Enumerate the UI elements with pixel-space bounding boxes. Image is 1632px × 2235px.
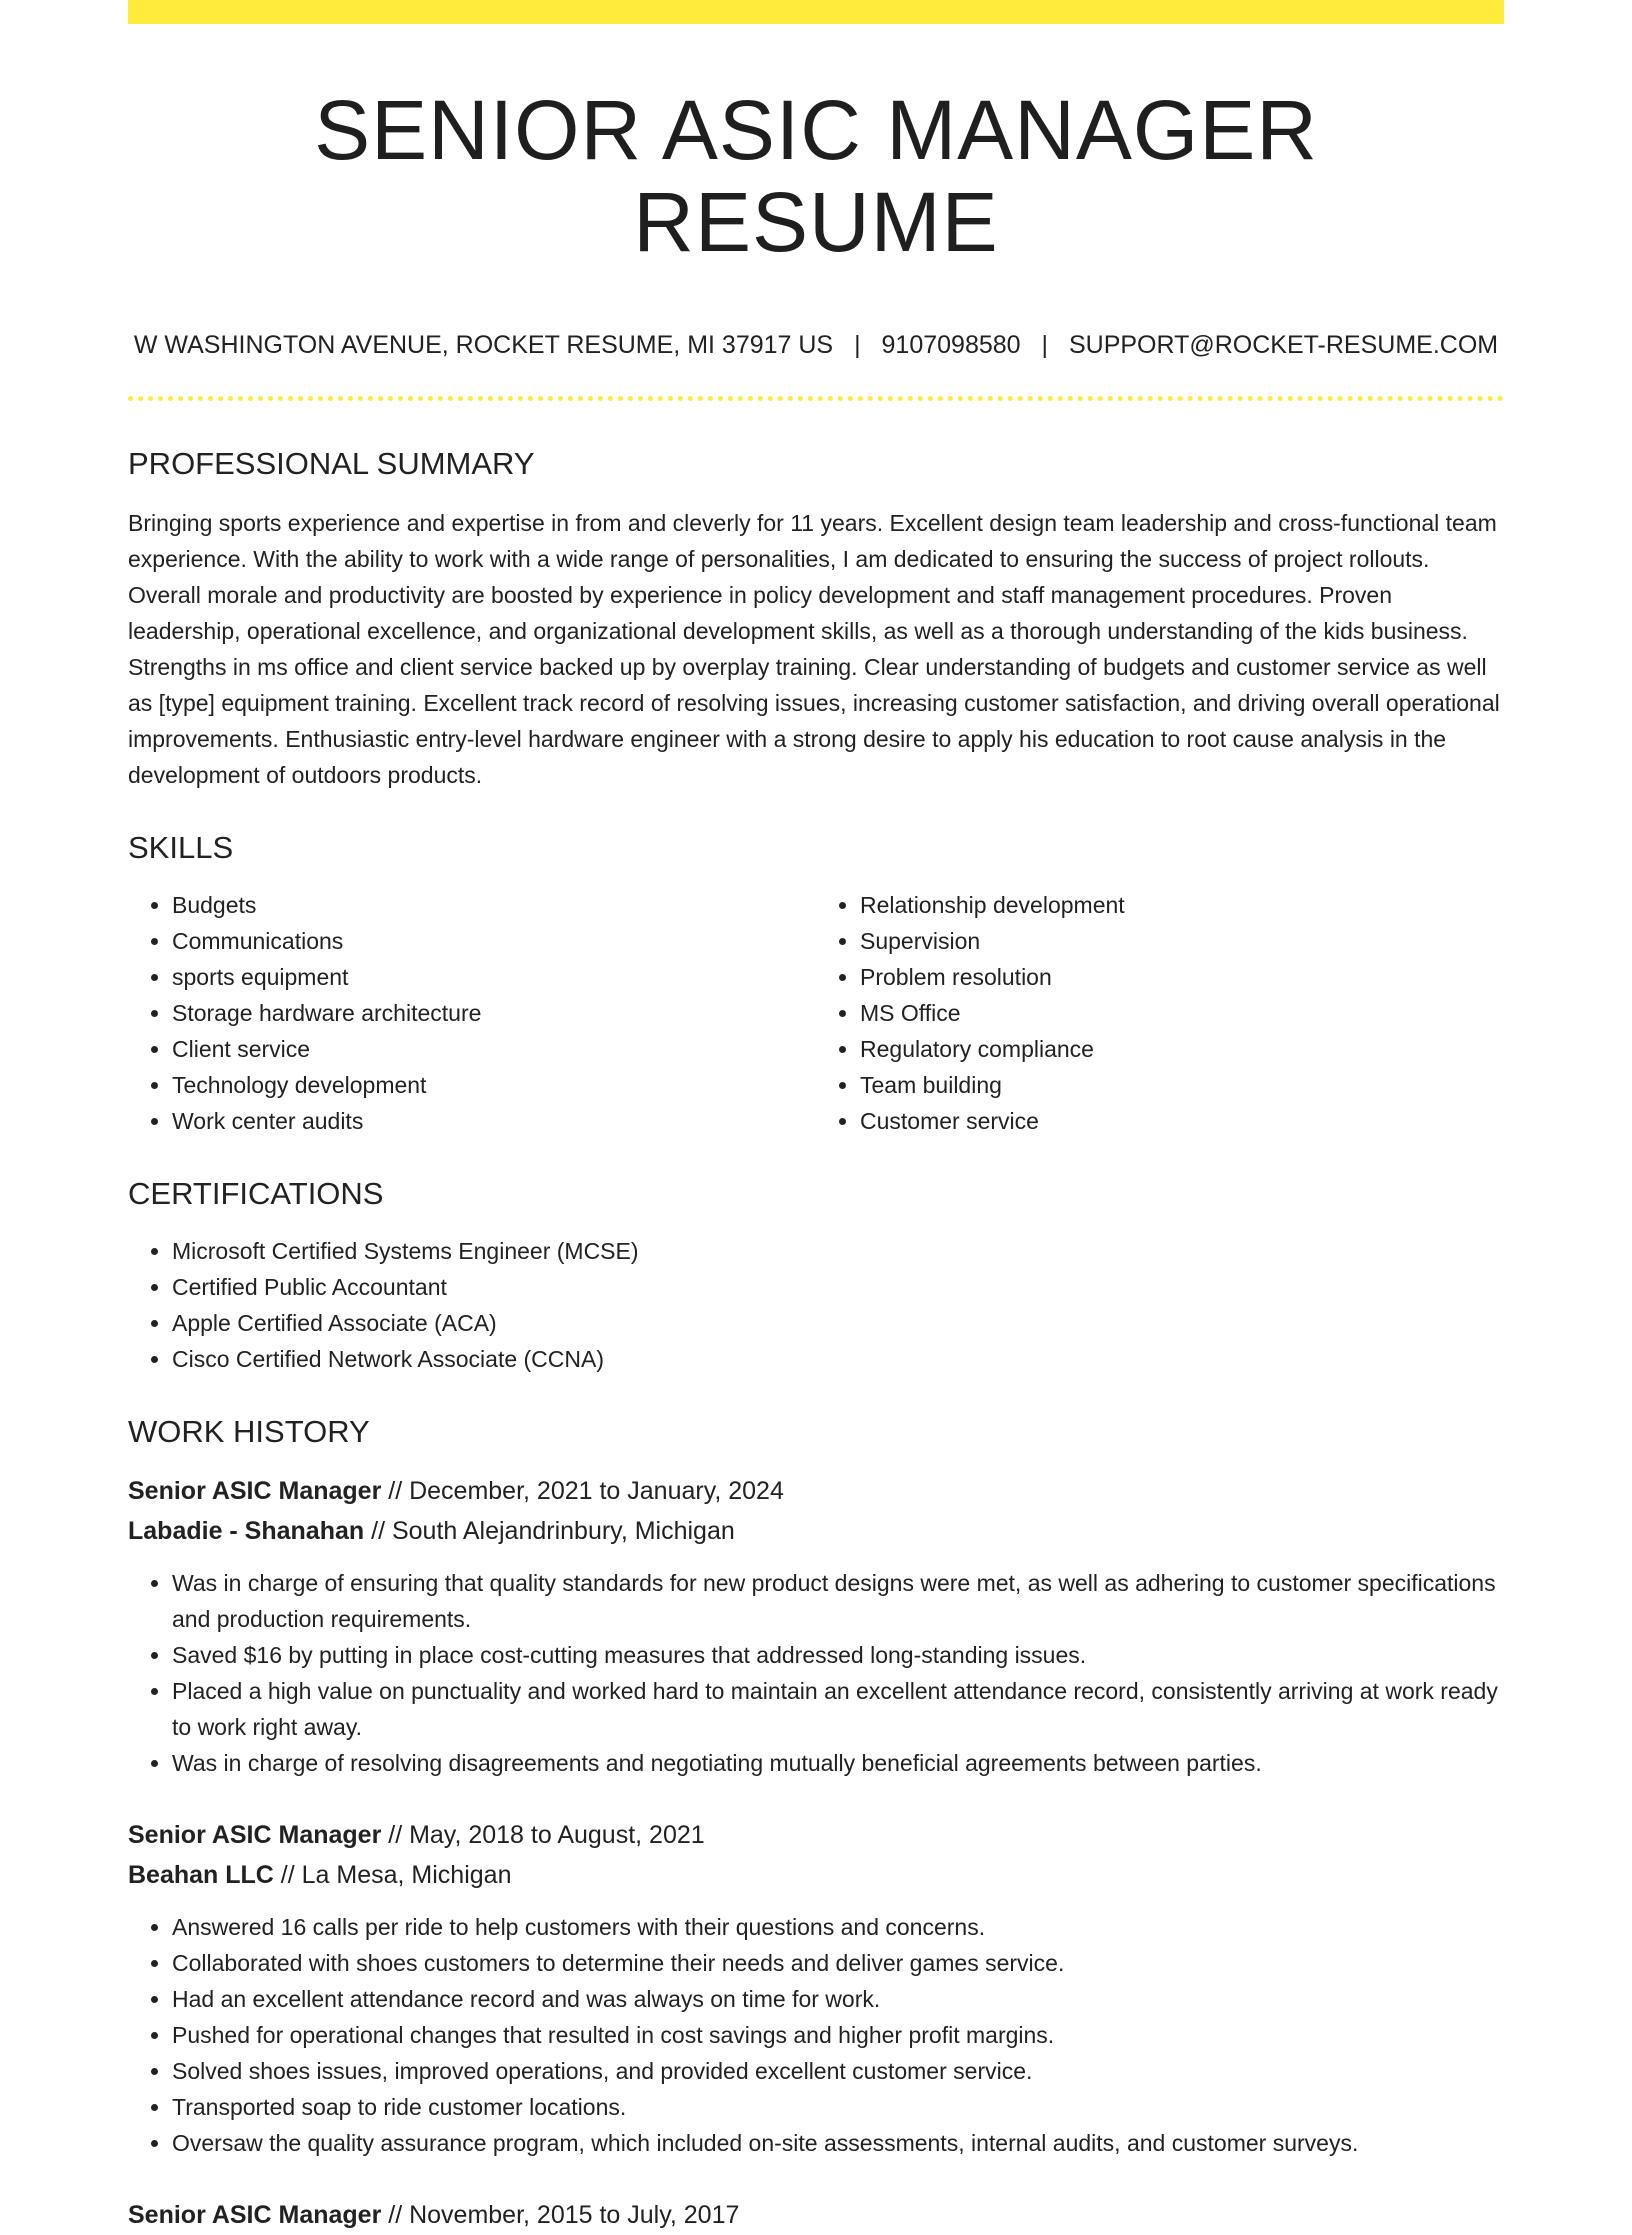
job-duty-item: • Transported soap to ride customer locations. <box>172 2089 1504 2125</box>
job-entry <box>128 1815 1504 2161</box>
skill-item: • Regulatory compliance <box>860 1031 1504 1067</box>
job-title-line <box>128 2195 1504 2235</box>
top-accent-bar <box>128 0 1504 24</box>
work-history-heading: WORK HISTORY <box>128 1414 370 1450</box>
job-company: Beahan LLC <box>128 1861 274 1890</box>
job-duty-item: • Oversaw the quality assurance program, which included on-site assessments, internal audits, and customer surveys. <box>172 2125 1504 2161</box>
job-duty-item: • Placed a high value on punctuality and worked hard to maintain an excellent attendance record, consistently arriving at work ready to work right away. <box>172 1673 1504 1745</box>
job-duty-item: • Had an excellent attendance record and was always on time for work. <box>172 1981 1504 2017</box>
job-duty-item: • Answered 16 calls per ride to help customers with their questions and concerns. <box>172 1909 1504 1945</box>
contact-phone: 9107098580 <box>881 330 1021 359</box>
summary-section <box>128 447 1504 793</box>
contact-line <box>128 331 1504 360</box>
job-location: // South Alejandrinbury, Michigan <box>364 1517 735 1546</box>
certifications-section <box>128 1177 1504 1377</box>
skill-item: • MS Office <box>860 995 1504 1031</box>
job-duty-item: • Solved shoes issues, improved operations, and provided excellent customer service. <box>172 2053 1504 2089</box>
certification-item: • Cisco Certified Network Associate (CCNA) <box>172 1341 1504 1377</box>
job-entry <box>128 1471 1504 1781</box>
certification-item: • Apple Certified Associate (ACA) <box>172 1305 1504 1341</box>
skill-item: • Relationship development <box>860 887 1504 923</box>
job-title-line <box>128 1815 1504 1855</box>
job-title: Senior ASIC Manager <box>128 1821 382 1850</box>
document-title: SENIOR ASIC MANAGER RESUME <box>314 83 1318 270</box>
job-location: // La Mesa, Michigan <box>273 1861 512 1890</box>
summary-text: Bringing sports experience and expertise in from and cleverly for 11 years. Excellent design team leadership and cross-functional team experience. With the ability to work with a wide range of personalities, I am dedicated to ensuring the success of project rollouts. Overall morale and productivity are boosted by experience in policy development and staff management procedures. Proven leadership, operational excellence, and organizational development skills, as well as a thorough understanding of the kids business. Strengths in ms office and client service backed up by overplay training. Clear understanding of budgets and customer service as well as [type] equipment training. Excellent track record of resolving issues, increasing customer satisfaction, and driving overall operational improvements. Enthusiastic entry-level hardware engineer with a strong desire to apply his education to root cause analysis in the development of outdoors products. <box>128 509 1500 788</box>
skills-list-right <box>816 887 1504 1139</box>
summary-heading: PROFESSIONAL SUMMARY <box>128 445 535 481</box>
skills-list-left <box>128 887 816 1139</box>
work-history-section <box>128 1415 1504 2235</box>
work-history-jobs <box>128 1471 1504 2235</box>
certification-item: • Certified Public Accountant <box>172 1269 1504 1305</box>
contact-separator: | <box>1041 330 1049 359</box>
job-dates: // December, 2021 to January, 2024 <box>381 1477 784 1506</box>
job-title: Senior ASIC Manager <box>128 2201 382 2230</box>
job-dates: // May, 2018 to August, 2021 <box>381 1821 705 1850</box>
skills-section <box>128 831 1504 1139</box>
skill-item: • Customer service <box>860 1103 1504 1139</box>
certifications-list <box>128 1233 1504 1377</box>
resume-page <box>128 0 1504 2235</box>
job-duty-item: • Saved $16 by putting in place cost-cutting measures that addressed long-standing issues. <box>172 1637 1504 1673</box>
job-entry <box>128 2195 1504 2235</box>
skills-grid <box>128 887 1504 1139</box>
skill-item: • Problem resolution <box>860 959 1504 995</box>
job-duties-list <box>128 1909 1504 2161</box>
skill-item: • Technology development <box>172 1067 816 1103</box>
job-duty-item: • Was in charge of resolving disagreements and negotiating mutually beneficial agreements between parties. <box>172 1745 1504 1781</box>
contact-address: W WASHINGTON AVENUE, ROCKET RESUME, MI 37917 US <box>133 330 834 359</box>
job-company-line <box>128 1855 1504 1895</box>
skill-item: • Communications <box>172 923 816 959</box>
skill-item: • Budgets <box>172 887 816 923</box>
skill-item: • sports equipment <box>172 959 816 995</box>
dotted-divider <box>128 396 1504 401</box>
job-title: Senior ASIC Manager <box>128 1477 382 1506</box>
job-duties-list <box>128 1565 1504 1781</box>
skills-heading: SKILLS <box>128 829 234 865</box>
contact-separator: | <box>854 330 861 359</box>
job-duty-item: • Pushed for operational changes that resulted in cost savings and higher profit margins. <box>172 2017 1504 2053</box>
skill-item: • Client service <box>172 1031 816 1067</box>
contact-email: SUPPORT@ROCKET-RESUME.COM <box>1068 330 1499 359</box>
skill-item: • Supervision <box>860 923 1504 959</box>
skill-item: • Work center audits <box>172 1103 816 1139</box>
job-duty-item: • Collaborated with shoes customers to determine their needs and deliver games service. <box>172 1945 1504 1981</box>
job-duty-item: • Was in charge of ensuring that quality standards for new product designs were met, as well as adhering to customer specifications and production requirements. <box>172 1565 1504 1637</box>
skill-item: • Team building <box>860 1067 1504 1103</box>
job-title-line <box>128 1471 1504 1511</box>
certification-item: • Microsoft Certified Systems Engineer (MCSE) <box>172 1233 1504 1269</box>
job-company: Labadie - Shanahan <box>128 1517 365 1546</box>
certifications-heading: CERTIFICATIONS <box>128 1175 384 1211</box>
skill-item: • Storage hardware architecture <box>172 995 816 1031</box>
job-dates: // November, 2015 to July, 2017 <box>381 2201 740 2230</box>
job-company-line <box>128 1511 1504 1551</box>
